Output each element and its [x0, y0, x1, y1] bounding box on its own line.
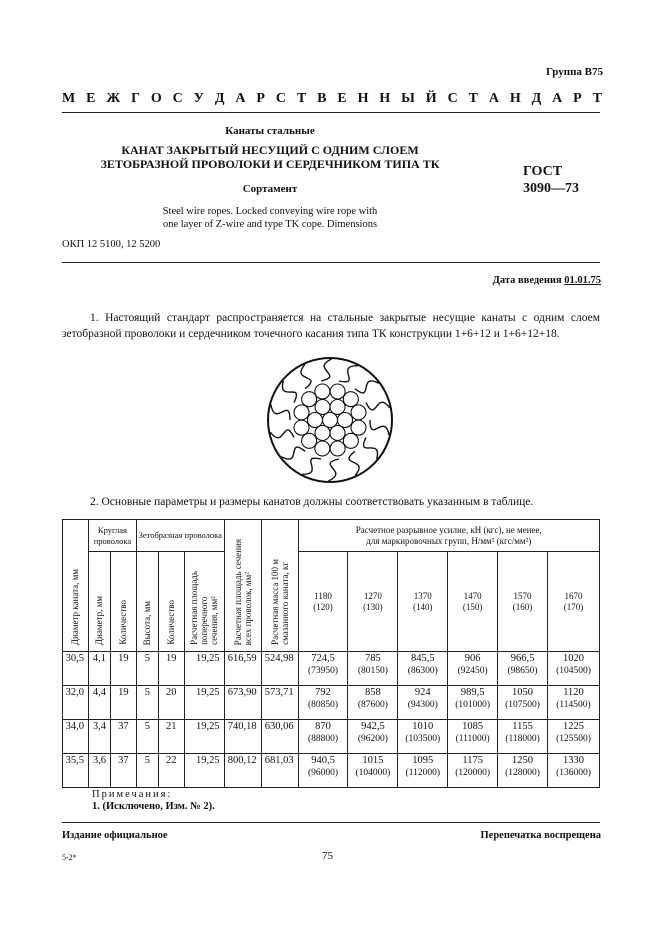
- cell-z-area: 19,25: [184, 652, 224, 686]
- cell-rope-diameter: 34,0: [63, 720, 89, 754]
- title-block: [95, 125, 445, 231]
- cell-breaking-force: 1155 (118000): [498, 720, 548, 754]
- cell-breaking-force: 1095 (112000): [398, 754, 448, 788]
- standard-title-letter: У: [193, 91, 204, 106]
- rope-diagram: [265, 355, 395, 485]
- okp-code: ОКП 12 5100, 12 5200: [62, 239, 161, 250]
- z-wire: [364, 437, 378, 459]
- cell-breaking-force: 724,5 (73950): [298, 652, 348, 686]
- cell-round-count: 37: [110, 720, 136, 754]
- standard-title-letter: С: [275, 91, 286, 106]
- table-row: [63, 686, 600, 720]
- group-round-wire-header: Круглая проволока: [88, 520, 136, 552]
- standard-title-letter: Н: [509, 91, 521, 106]
- z-wire: [281, 447, 305, 459]
- cell-z-area: 19,25: [184, 686, 224, 720]
- standard-title-letter: Р: [573, 91, 582, 106]
- cell-breaking-force: 1050 (107500): [498, 686, 548, 720]
- cell-breaking-force: 989,5 (101000): [448, 686, 498, 720]
- cell-mass: 681,03: [261, 754, 298, 788]
- cell-breaking-force: 942,5 (96200): [348, 720, 398, 754]
- cell-z-height: 5: [136, 754, 158, 788]
- round-wire: [308, 413, 323, 428]
- cell-round-diameter: 4,4: [88, 686, 110, 720]
- breaking-force-header: Расчетное разрывное усилие, кН (кгс), не менее, для маркировочных групп, Н/мм² (кгс/мм²): [298, 520, 599, 552]
- cell-breaking-force: 906 (92450): [448, 652, 498, 686]
- page-number: 75: [322, 850, 333, 862]
- round-wire: [343, 433, 358, 448]
- reprint-prohibited: Перепечатка воспрещена: [480, 830, 601, 841]
- standard-title-letter: Р: [256, 91, 265, 106]
- standard-title-letter: А: [488, 91, 499, 106]
- strength-group-1470: 1470 (150): [448, 552, 498, 652]
- cell-breaking-force: 1010 (103500): [398, 720, 448, 754]
- cell-round-count: 19: [110, 686, 136, 720]
- print-code: 5-2*: [62, 853, 77, 862]
- cell-z-area: 19,25: [184, 720, 224, 754]
- okp-rule: [62, 262, 600, 263]
- strength-group-1370: 1370 (140): [398, 552, 448, 652]
- notes-heading: Примечания:: [92, 789, 173, 800]
- round-wire: [315, 400, 330, 415]
- col-z-count-header: Количество: [158, 552, 184, 652]
- round-wire: [323, 413, 338, 428]
- round-wire: [302, 392, 317, 407]
- gost-label: ГОСТ: [523, 164, 563, 179]
- cell-breaking-force: 924 (94300): [398, 686, 448, 720]
- footer-rule: [62, 822, 600, 823]
- standard-title-letter: Г: [131, 91, 140, 106]
- cell-round-count: 37: [110, 754, 136, 788]
- cell-z-height: 5: [136, 652, 158, 686]
- z-wire: [355, 381, 379, 393]
- cell-total-area: 673,90: [224, 686, 261, 720]
- cell-rope-diameter: 32,0: [63, 686, 89, 720]
- cell-breaking-force: 1120 (114500): [548, 686, 600, 720]
- cell-z-height: 5: [136, 686, 158, 720]
- cell-breaking-force: 792 (80850): [298, 686, 348, 720]
- title-line-2b: ЗЕТОБРАЗНОЙ ПРОВОЛОКИ И СЕРДЕЧНИКОМ ТИПА ТК: [100, 157, 440, 171]
- cell-mass: 524,98: [261, 652, 298, 686]
- col-round-count-header: Количество: [110, 552, 136, 652]
- cell-breaking-force: 1015 (104000): [348, 754, 398, 788]
- z-wire: [301, 364, 311, 388]
- standard-title-letter: С: [172, 91, 183, 106]
- round-wire: [294, 405, 309, 420]
- cell-breaking-force: 858 (87600): [348, 686, 398, 720]
- table-row: [63, 720, 600, 754]
- standard-title-letter: Т: [296, 91, 307, 106]
- standard-title-letter: Н: [357, 91, 369, 106]
- cell-breaking-force: 845,5 (86300): [398, 652, 448, 686]
- z-wire: [282, 381, 296, 403]
- standard-title-letter: Т: [592, 91, 602, 106]
- round-wire: [330, 441, 345, 456]
- group-label: Группа В75: [545, 66, 603, 78]
- standard-title-letter: Ж: [106, 91, 121, 106]
- standard-title-letter: Й: [425, 91, 437, 106]
- cell-total-area: 616,59: [224, 652, 261, 686]
- gost-number: [523, 163, 603, 197]
- standard-title-letter: С: [447, 91, 458, 106]
- title-line-1: Канаты стальные: [225, 125, 315, 137]
- z-wire: [339, 366, 358, 382]
- round-wire: [338, 413, 353, 428]
- col-round-diameter-header: Диаметр, мм: [88, 552, 110, 652]
- cell-breaking-force: 1330 (136000): [548, 754, 600, 788]
- strength-group-1270: 1270 (130): [348, 552, 398, 652]
- cell-breaking-force: 940,5 (96000): [298, 754, 348, 788]
- z-wire: [302, 458, 321, 474]
- round-wire: [351, 420, 366, 435]
- cell-round-count: 19: [110, 652, 136, 686]
- round-wire: [343, 392, 358, 407]
- cell-rope-diameter: 30,5: [63, 652, 89, 686]
- standard-title-letter: В: [317, 91, 327, 106]
- round-wire: [315, 441, 330, 456]
- round-wire: [315, 425, 330, 440]
- cell-rope-diameter: 35,5: [63, 754, 89, 788]
- standard-title-letter: Е: [86, 91, 96, 106]
- date-value: 01.01.75: [564, 275, 601, 286]
- standard-title-letter: Д: [531, 91, 542, 106]
- standard-title-letter: Д: [214, 91, 225, 106]
- cell-total-area: 740,18: [224, 720, 261, 754]
- cell-round-diameter: 4,1: [88, 652, 110, 686]
- table-row: [63, 652, 600, 686]
- round-wire: [330, 425, 345, 440]
- cell-breaking-force: 1020 (104500): [548, 652, 600, 686]
- col-z-area-header: Расчетная площадь поперечного сечения, мм²: [184, 552, 224, 652]
- z-wire: [349, 451, 359, 475]
- gost-code: 3090—73: [523, 181, 579, 196]
- col-z-height-header: Высота, мм: [136, 552, 158, 652]
- table-row: [63, 754, 600, 788]
- cell-breaking-force: 1225 (125500): [548, 720, 600, 754]
- rope-parameters-table: [62, 519, 600, 788]
- rope-cross-section-figure: [265, 355, 395, 490]
- title-line-2a: КАНАТ ЗАКРЫТЫЙ НЕСУЩИЙ С ОДНИМ СЛОЕМ: [121, 143, 419, 157]
- cell-mass: 573,71: [261, 686, 298, 720]
- cell-mass: 630,06: [261, 720, 298, 754]
- cell-breaking-force: 966,5 (98650): [498, 652, 548, 686]
- english-title-a: Steel wire ropes. Locked conveying wire rope with: [162, 206, 378, 217]
- standard-title-letter: А: [552, 91, 563, 106]
- standard-title-letter: Т: [468, 91, 478, 106]
- standard-title-letter: Е: [337, 91, 347, 106]
- z-wire: [370, 420, 389, 435]
- standard-title-letter: Н: [379, 91, 391, 106]
- cell-breaking-force: 1175 (120000): [448, 754, 498, 788]
- round-wire: [315, 384, 330, 399]
- cell-total-area: 800,12: [224, 754, 261, 788]
- group-z-wire-header: Зетобразная проволока: [136, 520, 224, 552]
- cell-breaking-force: 1250 (128000): [498, 754, 548, 788]
- cell-breaking-force: 785 (80150): [348, 652, 398, 686]
- official-edition: Издание официальное: [62, 830, 168, 841]
- date-label: Дата введения: [492, 275, 562, 286]
- cell-z-count: 21: [158, 720, 184, 754]
- cell-z-height: 5: [136, 720, 158, 754]
- col-total-area-header: Расчетная площадь сечения всех проволок, мм²: [224, 520, 261, 652]
- z-wire: [321, 359, 332, 381]
- round-wire: [351, 405, 366, 420]
- standard-title-letter: О: [150, 91, 162, 106]
- round-wire: [294, 420, 309, 435]
- cell-z-count: 20: [158, 686, 184, 720]
- paragraph-2: 2. Основные параметры и размеры канатов должны соответствовать указанным в таблице.: [90, 496, 534, 508]
- english-title-b: one layer of Z-wire and type TK cope. Dimensions: [162, 219, 378, 230]
- round-wire: [330, 384, 345, 399]
- standard-title-letter: А: [235, 91, 246, 106]
- round-wire: [330, 400, 345, 415]
- standard-title-letter: М: [62, 91, 76, 106]
- cell-round-diameter: 3,6: [88, 754, 110, 788]
- standard-title: [62, 91, 602, 107]
- z-wire: [270, 430, 294, 438]
- cell-breaking-force: 870 (88800): [298, 720, 348, 754]
- col-diameter-header: Диаметр каната, мм: [63, 520, 89, 652]
- z-wire: [271, 405, 290, 420]
- col-mass-header: Расчетная масса 100 м смазанного каната, кг: [261, 520, 298, 652]
- paragraph-1: 1. Настоящий стандарт распространяется на стальные закрытые несущие канаты с одним слоем зетобразной проволоки и сердечником точечного касания типа ТК конструкции 1+6+12 и 1+6+12+18.: [62, 312, 600, 340]
- standard-title-letter: Ы: [401, 91, 415, 106]
- z-wire: [328, 459, 339, 481]
- cell-breaking-force: 1085 (111000): [448, 720, 498, 754]
- z-wire: [366, 402, 390, 410]
- cell-z-count: 19: [158, 652, 184, 686]
- strength-group-1180: 1180 (120): [298, 552, 348, 652]
- title-line-3: Сортамент: [242, 183, 298, 195]
- introduction-date: [493, 275, 601, 286]
- cell-z-area: 19,25: [184, 754, 224, 788]
- note-1: 1. (Исключено, Изм. № 2).: [92, 801, 215, 812]
- cell-round-diameter: 3,4: [88, 720, 110, 754]
- strength-group-1670: 1670 (170): [548, 552, 600, 652]
- cell-z-count: 22: [158, 754, 184, 788]
- header-rule: [62, 112, 600, 113]
- strength-group-1570: 1570 (160): [498, 552, 548, 652]
- round-wire: [302, 433, 317, 448]
